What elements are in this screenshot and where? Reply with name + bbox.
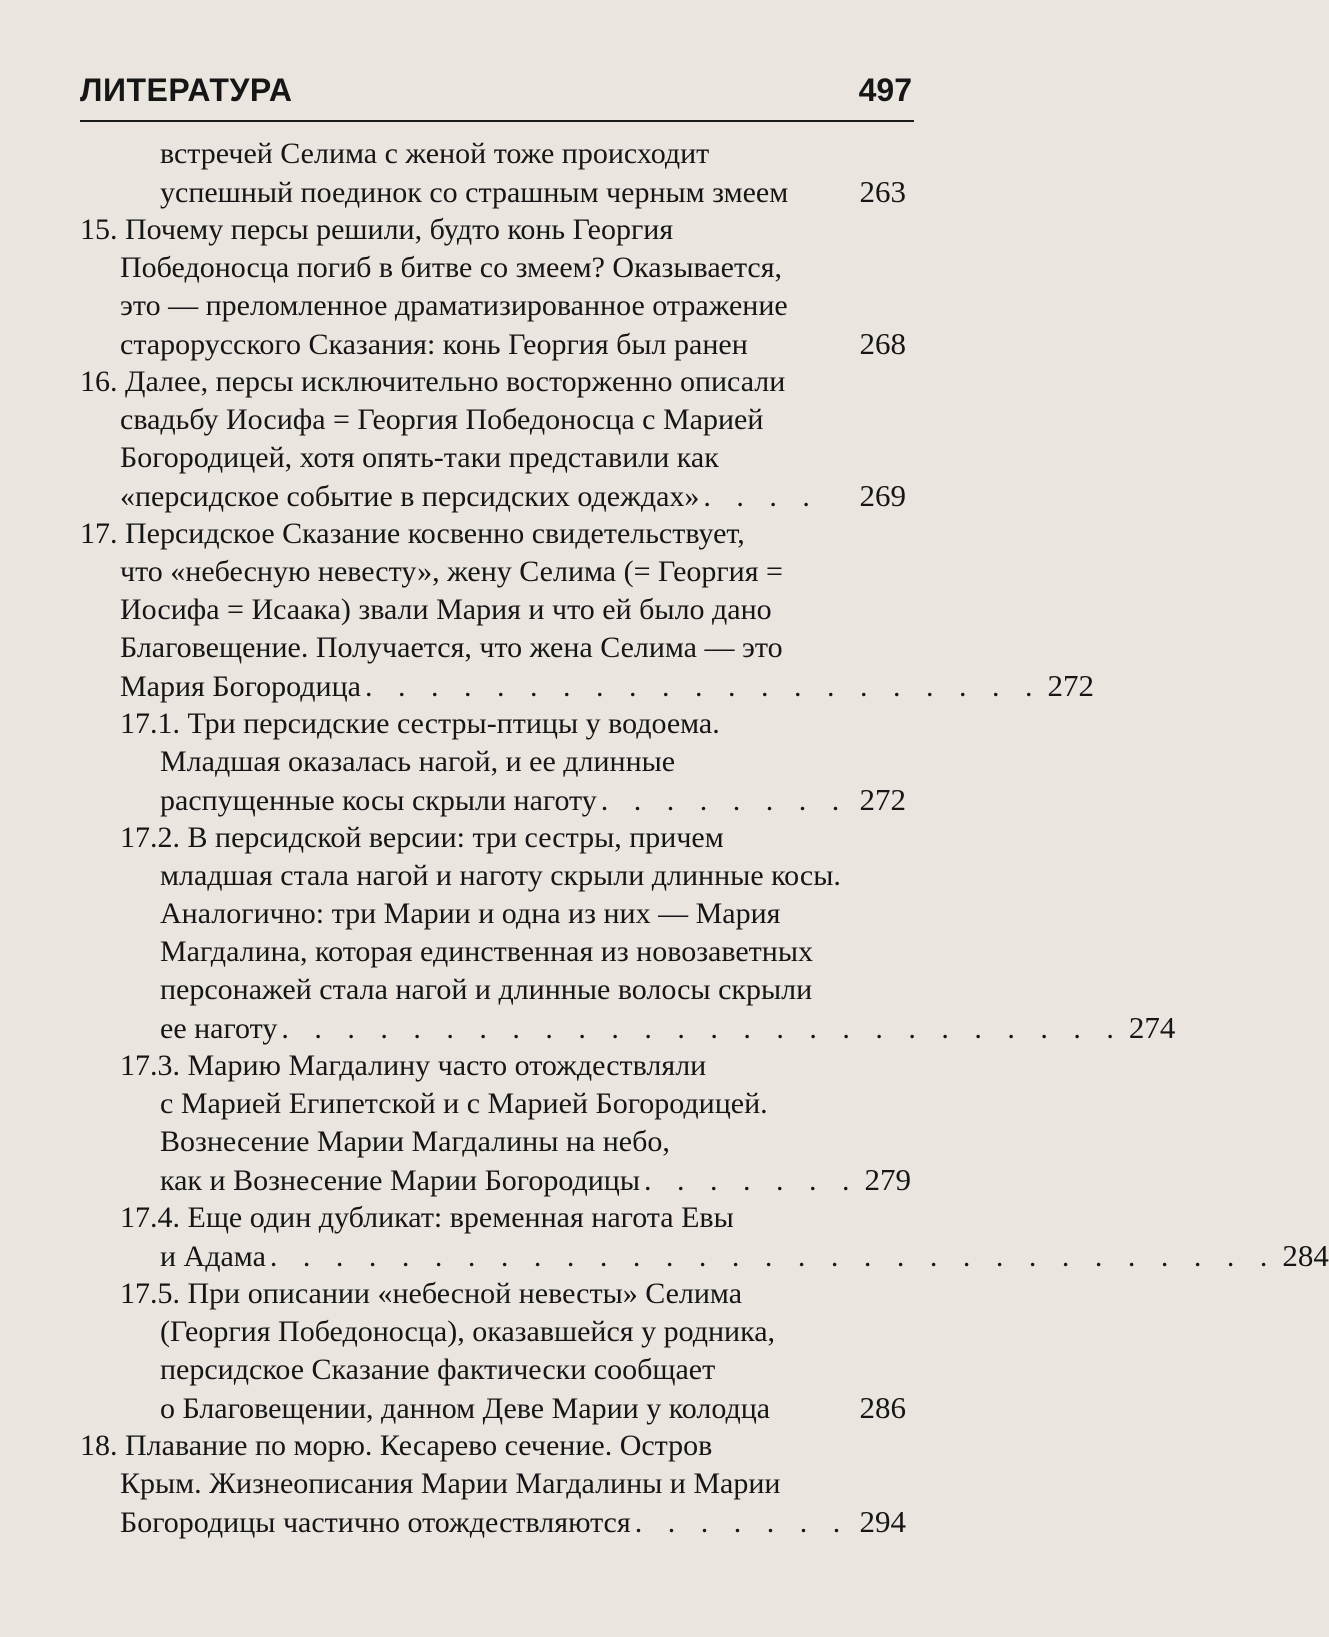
toc-entry-continuation-last-line[interactable] [160,173,906,211]
toc-entry-17-5-title[interactable]: 17.5. При описании «небесной невесты» Селима [120,1277,743,1310]
toc-line: «персидское событие в персидских одеждах» [120,480,700,513]
running-header-title: ЛИТЕРАТУРА [80,72,293,108]
page-number: 497 [858,72,912,108]
toc-line: свадьбу Иосифа = Георгия Победоносца с Марией [120,403,764,436]
toc-entry-17-4-last-line[interactable] [160,1237,1329,1275]
toc-page-number: 279 [864,1162,912,1197]
toc-page-number: 269 [859,478,906,513]
toc-line: младшая стала нагой и наготу скрыли длинные косы. [160,859,841,892]
toc-line: Крым. Жизнеописания Марии Магдалины и Марии [120,1467,781,1500]
toc-page-number: 268 [859,326,906,361]
toc-entry-17-title[interactable]: 17. Персидское Сказание косвенно свидетельствует, [80,517,745,550]
toc-line: (Георгия Победоносца), оказавшейся у родника, [160,1315,776,1348]
toc-line: с Марией Египетской и с Марией Богородицей. [160,1087,768,1120]
toc-line: это — преломленное драматизированное отражение [120,289,788,322]
toc-page-number: 294 [859,1504,906,1539]
toc-entry-18-title[interactable]: 18. Плавание по морю. Кесарево сечение. Остров [80,1429,713,1462]
toc-entry-16-title[interactable]: 16. Далее, персы исключительно восторженно описали [80,365,786,398]
toc-entry-17-1-title[interactable]: 17.1. Три персидские сестры-птицы у водоема. [120,707,720,740]
toc-line: Иосифа = Исаака) звали Мария и что ей было дано [120,593,772,626]
toc-line: о Благовещении, данном Деве Марии у колодца [160,1392,771,1425]
dot-leader: . . . . . . . [634,1506,850,1539]
toc-entry-17-last-line[interactable] [120,667,1094,705]
toc-line: и Адама [160,1240,266,1273]
toc-line: распущенные косы скрыли наготу [160,784,597,817]
dot-leader: . . . . . . . . . . . . . . . . . . . . . [364,670,1042,703]
toc-entry-17-3-title[interactable]: 17.3. Марию Магдалину часто отождествляли [120,1049,707,1082]
toc-line: успешный поединок со страшным черным змеем [160,176,789,209]
toc-line: Вознесение Марии Магдалины на небо, [160,1125,670,1158]
toc-page-number: 272 [1047,668,1094,703]
toc-line: Магдалина, которая единственная из новозаветных [160,935,813,968]
toc-entry-17-5-last-line[interactable] [160,1389,906,1427]
toc-entry-16-last-line[interactable] [120,477,906,515]
toc-line: персидское Сказание фактически сообщает [160,1353,716,1386]
toc-line: как и Вознесение Марии Богородицы [160,1164,641,1197]
toc-line: Богородицей, хотя опять-таки представили как [120,441,719,474]
toc-line: что «небесную невесту», жену Селима (= Георгия = [120,555,783,588]
toc-entry-15-last-line[interactable] [120,325,906,363]
dot-leader: . . . . . . . [644,1164,859,1197]
toc-line: Аналогично: три Марии и одна из них — Мария [160,897,781,930]
toc-line: персонажей стала нагой и длинные волосы скрыли [160,973,813,1006]
toc-line: Победоносца погиб в битве со змеем? Оказывается, [120,251,783,284]
toc-entry-17-2-title[interactable]: 17.2. В персидской версии: три сестры, причем [120,821,724,854]
dot-leader: . . . . . . . . . . . . . . . . . . . . . . . . . . [281,1012,1123,1045]
toc-line: встречей Селима с женой тоже происходит [160,137,710,170]
toc-entry-15-title[interactable]: 15. Почему персы решили, будто конь Георгия [80,213,674,246]
toc-entry-17-3-last-line[interactable] [160,1161,912,1199]
toc-entry-17-4-title[interactable]: 17.4. Еще один дубликат: временная нагота Евы [120,1201,734,1234]
dot-leader: . . . . . . . . [600,784,849,817]
toc-page-number: 263 [859,174,906,209]
toc-page-number: 284 [1282,1238,1329,1273]
dot-leader: . . . . . . . . . . . . . . . . . . . . . . . . . . . . . . . [269,1240,1277,1273]
toc-page-number: 274 [1128,1010,1176,1045]
toc-entry-17-2-last-line[interactable] [160,1009,1176,1047]
toc-entry-18-last-line[interactable] [120,1503,906,1541]
toc-line: ее наготу [160,1012,278,1045]
toc-entry-17-1-last-line[interactable] [160,781,906,819]
toc-page-number: 272 [859,782,906,817]
toc-line: Благовещение. Получается, что жена Селима — это [120,631,783,664]
dot-leader: . . . . [703,480,819,513]
toc-line: Богородицы частично отождествляются [120,1506,631,1539]
toc-page-number: 286 [859,1390,906,1425]
toc-line: Мария Богородица [120,670,361,703]
toc-line: Младшая оказалась нагой, и ее длинные [160,745,676,778]
toc-line: старорусского Сказания: конь Георгия был ранен [120,328,748,361]
